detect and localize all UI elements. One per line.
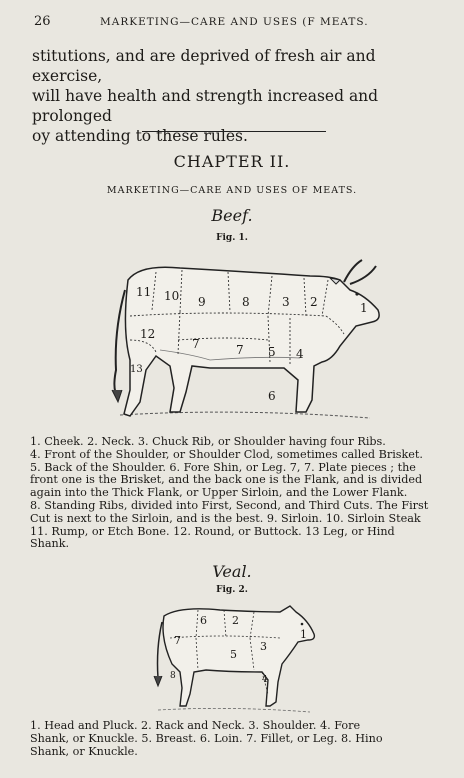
cut-number: 4 [262,675,268,685]
running-title: MARKETING—CARE AND USES (F MEATS. [100,16,369,28]
cut-number: 13 [130,364,143,375]
legend-line: front one is the Brisket, and the back one is the Flank, and is divided [30,473,423,487]
cut-number: 3 [260,640,267,653]
text-line: stitutions, and are deprived of fresh air and exercise, [32,47,376,85]
cut-number: 9 [198,295,206,309]
chapter-title: CHAPTER II. [173,152,291,171]
veal-cuts-legend [30,720,442,758]
veal-figure-label: Fig. 2. [216,585,248,595]
cut-number: 6 [200,614,207,627]
beef-heading: Beef. [211,206,253,225]
legend-line: Cut is next to the Sirloin, and is the best. 9. Sirloin. 10. Sirloin Steak [30,511,421,525]
cut-number: 3 [282,295,290,309]
cut-number: 2 [232,614,239,627]
legend-line: Shank, or Knuckle. 5. Breast. 6. Loin. 7. Fillet, or Leg. 8. Hino [30,731,383,745]
chapter-subtitle: MARKETING—CARE AND USES OF MEATS. [106,185,358,196]
cut-number: 11 [136,285,152,299]
cut-number: 8 [242,295,250,309]
section-divider [142,131,326,132]
veal-heading: Veal. [212,562,252,581]
legend-line: 11. Rump, or Etch Bone. 12. Round, or Buttock. 13 Leg, or Hind [30,524,395,538]
cut-number: 7 [174,634,181,647]
text-line: oy attending to these rules. [32,127,248,145]
page-number: 26 [34,14,51,29]
cut-number: 10 [164,289,180,303]
legend-line: Shank. [30,537,70,551]
text-line: will have health and strength increased and prolonged [32,87,379,125]
beef-cuts-diagram [100,250,390,430]
cut-number: 5 [230,648,237,661]
legend-line: 1. Head and Pluck. 2. Rack and Neck. 3. Shoulder. 4. Fore [30,719,361,732]
legend-line: 5. Back of the Shoulder. 6. Fore Shin, or Leg. 7, 7. Plate pieces ; the [30,460,416,474]
cut-number: 1 [300,628,307,641]
cut-number: 8 [170,671,176,681]
legend-line: 1. Cheek. 2. Neck. 3. Chuck Rib, or Shoulder having four Ribs. [30,435,386,448]
beef-cuts-legend [30,436,442,551]
legend-line: again into the Thick Flank, or Upper Sirloin, and the Lower Flank. [30,486,408,500]
cut-number: 7 [236,343,244,357]
cut-number: 2 [310,295,318,309]
cut-number: 5 [268,345,276,359]
cut-number: 1 [360,301,368,315]
cut-number: 12 [140,327,156,341]
cut-number: 6 [268,389,276,403]
legend-line: Shank, or Knuckle. [30,744,138,758]
cut-number: 4 [296,347,304,361]
eye-icon [301,623,304,626]
beef-figure-label: Fig. 1. [216,233,248,243]
eye-icon [355,292,358,295]
cut-number: 7 [192,337,200,351]
veal-cuts-diagram [150,598,320,716]
legend-line: 4. Front of the Shoulder, or Shoulder Clod, sometimes called Brisket. [30,447,423,461]
legend-line: 8. Standing Ribs, divided into First, Second, and Third Cuts. The First [30,498,429,512]
